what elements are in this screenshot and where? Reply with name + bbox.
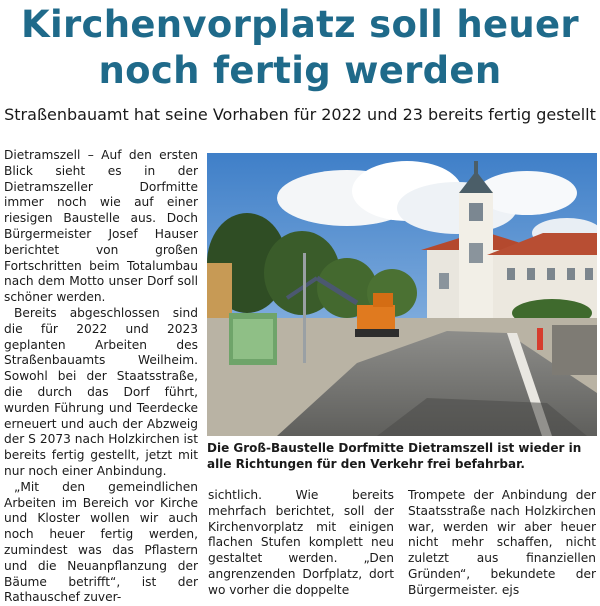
photo-caption: Die Groß-Baustelle Dorfmitte Dietramszell ist wieder in alle Richtungen für den Verkehr frei befahrbar. xyxy=(207,441,582,471)
headline xyxy=(0,2,600,94)
article-column-1 xyxy=(4,148,198,606)
paragraph-plaza-continuation: sichtlich. Wie bereits mehrfach berichtet, soll der Kirchenvorplatz mit einigen flachen Stufen komplett neu gestaltet werden. „Den angrenzenden Dorfplatz, dort wo vorher die doppelte xyxy=(208,488,394,597)
paragraph-closing: Trompete der Anbindung der Staatsstraße nach Holzkirchen war, werden wir aber heuer nicht mehr schaffen, nicht zuletzt aus finanziellen Gründen“, bekundete der Bürgermeister. ejs xyxy=(408,488,596,597)
headline-line-2: noch fertig werden xyxy=(98,49,502,92)
paragraph-completed-works: Bereits abgeschlossen sind die für 2022 und 2023 geplanten Arbeiten des Straßenbauamts Weilheim. Sowohl bei der Staatsstraße, die durch das Dorf führt, wurden Führung und Teerdecke erneuert und auch der Abzweig der S 2073 nach Holzkirchen ist bereits fertig gestellt, jetzt mit nur noch einer Anbindung. xyxy=(4,305,198,478)
paragraph-municipal-works: „Mit den gemeindlichen Arbeiten im Bereich vor Kirche und Kloster wollen wir auch noch heuer fertig werden, zumindest was das Pflastern und die Neuanpflanzung der Bäume betrifft“, ist der Rathauschef zuver- xyxy=(4,479,198,605)
subheadline: Straßenbauamt hat seine Vorhaben für 2022 und 23 bereits fertig gestellt xyxy=(4,105,596,124)
article-column-2 xyxy=(208,488,394,599)
paragraph-intro: Dietramszell – Auf den ersten Blick sieht es in der Dietramszeller Dorfmitte immer noch wie auf einer riesigen Baustelle aus. Doch Bürgermeister Josef Hauser berichtet von großen Fortschritten beim Totalumbau nach dem Motto unser Dorf soll schöner werden. xyxy=(4,148,198,305)
article-column-3 xyxy=(408,488,596,599)
headline-line-1: Kirchenvorplatz soll heuer xyxy=(21,3,579,46)
construction-site-photo xyxy=(207,153,597,436)
